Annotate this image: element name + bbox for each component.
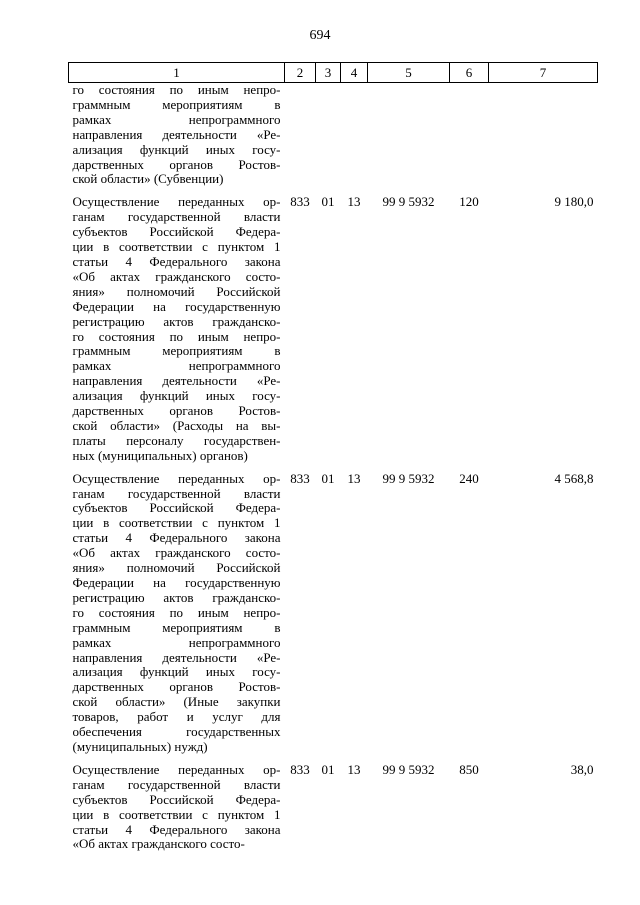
description-line: дарственных органов Ростов- — [72, 156, 281, 172]
description-line: Федерации на государственную — [72, 298, 281, 314]
description-line: Осуществление переданных ор- — [72, 194, 281, 210]
description-line: статьи 4 Федерального закона — [72, 821, 281, 837]
description-line: ской области» (Субвенции) — [72, 171, 224, 187]
description-line: платы персоналу государствен- — [72, 432, 281, 448]
description-line: субъектов Российской Федера- — [72, 224, 281, 240]
description-line: статьи 4 Федерального закона — [72, 530, 281, 546]
description-line: субъектов Российской Федера- — [72, 500, 281, 516]
amount-value — [489, 83, 598, 196]
header-row — [69, 63, 598, 83]
description-line: «Об актах гражданского состо- — [72, 836, 245, 852]
description-line: товаров, работ и услуг для — [72, 709, 281, 725]
section-code: 01 — [321, 761, 335, 777]
description-line: го состояния по иным непро- — [72, 604, 281, 620]
description-line: «Об актах гражданского состо- — [72, 545, 281, 561]
header-cell-6: 6 — [450, 63, 489, 83]
description-line: ализация функций иных госу- — [72, 141, 281, 157]
table-body — [69, 83, 598, 861]
description-line: Осуществление переданных ор- — [72, 761, 281, 777]
target-article-code: 99 9 5932 — [382, 194, 435, 210]
header-cell-1: 1 — [69, 63, 285, 83]
table-row — [69, 83, 598, 196]
header-cell-4: 4 — [341, 63, 368, 83]
ministry-code: 833 — [290, 194, 310, 210]
budget-table — [68, 62, 598, 860]
description-line: ции в соответствии с пунктом 1 — [72, 239, 281, 255]
description-line: ганам государственной власти — [72, 485, 281, 501]
row-description — [69, 472, 285, 763]
expense-type-code: 120 — [459, 194, 479, 210]
expense-type-code: 240 — [459, 470, 479, 486]
target-article-code — [368, 83, 450, 196]
ministry-code — [285, 83, 316, 196]
header-cell-7: 7 — [489, 63, 598, 83]
description-line: го состояния по иным непро- — [72, 82, 281, 97]
description-line: ных (муниципальных) органов) — [72, 447, 248, 463]
section-code: 01 — [321, 194, 335, 210]
subsection-code: 13 — [347, 194, 361, 210]
expense-type-code — [450, 83, 489, 196]
description-line: направления деятельности «Ре- — [72, 649, 281, 665]
description-line: направления деятельности «Ре- — [72, 373, 281, 389]
description-line: Осуществление переданных ор- — [72, 470, 281, 486]
amount-value: 9 180,0 — [554, 194, 594, 210]
target-article-code: 99 9 5932 — [382, 470, 435, 486]
section-code — [316, 83, 341, 196]
section-code: 01 — [321, 470, 335, 486]
description-line: дарственных органов Ростов- — [72, 403, 281, 419]
subsection-code — [341, 83, 368, 196]
description-line: субъектов Российской Федера- — [72, 791, 281, 807]
description-line: «Об актах гражданского состо- — [72, 268, 281, 284]
header-cell-2: 2 — [285, 63, 316, 83]
target-article-code: 99 9 5932 — [382, 761, 435, 777]
row-description — [69, 83, 285, 196]
description-line: Федерации на государственную — [72, 575, 281, 590]
description-line: го состояния по иным непро- — [72, 328, 281, 344]
table-row — [69, 472, 598, 763]
description-line: ализация функций иных госу- — [72, 664, 281, 680]
table-row — [69, 763, 598, 860]
description-line: ганам государственной власти — [72, 209, 281, 225]
description-line: направления деятельности «Ре- — [72, 126, 281, 142]
description-line: ской области» (Иные закупки — [72, 694, 281, 710]
description-line: дарственных органов Ростов- — [72, 679, 281, 695]
description-line: граммным мероприятиям в — [72, 619, 281, 635]
description-line: яния» полномочий Российской — [72, 560, 281, 576]
description-line: ции в соответствии с пунктом 1 — [72, 515, 281, 531]
description-line: рамках непрограммного — [72, 634, 281, 650]
table-row — [69, 195, 598, 471]
description-line: обеспечения государственных — [72, 724, 281, 740]
header-cell-5: 5 — [368, 63, 450, 83]
description-line: ализация функций иных госу- — [72, 388, 281, 404]
description-line: яния» полномочий Российской — [72, 283, 281, 299]
description-line: ганам государственной власти — [72, 776, 281, 792]
description-line: рамках непрограммного — [72, 358, 281, 374]
description-line: граммным мероприятиям в — [72, 96, 281, 112]
description-line: ции в соответствии с пунктом 1 — [72, 806, 281, 822]
subsection-code: 13 — [347, 761, 361, 777]
header-cell-3: 3 — [316, 63, 341, 83]
description-line: статьи 4 Федерального закона — [72, 253, 281, 269]
ministry-code: 833 — [290, 470, 310, 486]
ministry-code: 833 — [290, 761, 310, 777]
description-line: регистрацию актов гражданско- — [72, 313, 281, 329]
amount-value: 4 568,8 — [554, 470, 594, 486]
page-number: 694 — [309, 28, 331, 43]
expense-type-code: 850 — [459, 761, 479, 777]
description-line: рамках непрограммного — [72, 111, 281, 127]
description-line: ской области» (Расходы на вы- — [72, 417, 281, 433]
subsection-code: 13 — [347, 470, 361, 486]
row-description — [69, 763, 285, 860]
row-description — [69, 195, 285, 471]
description-line: (муниципальных) нужд) — [72, 738, 208, 754]
description-line: регистрацию актов гражданско- — [72, 589, 281, 605]
amount-value: 38,0 — [570, 761, 594, 777]
description-line: граммным мероприятиям в — [72, 343, 281, 359]
